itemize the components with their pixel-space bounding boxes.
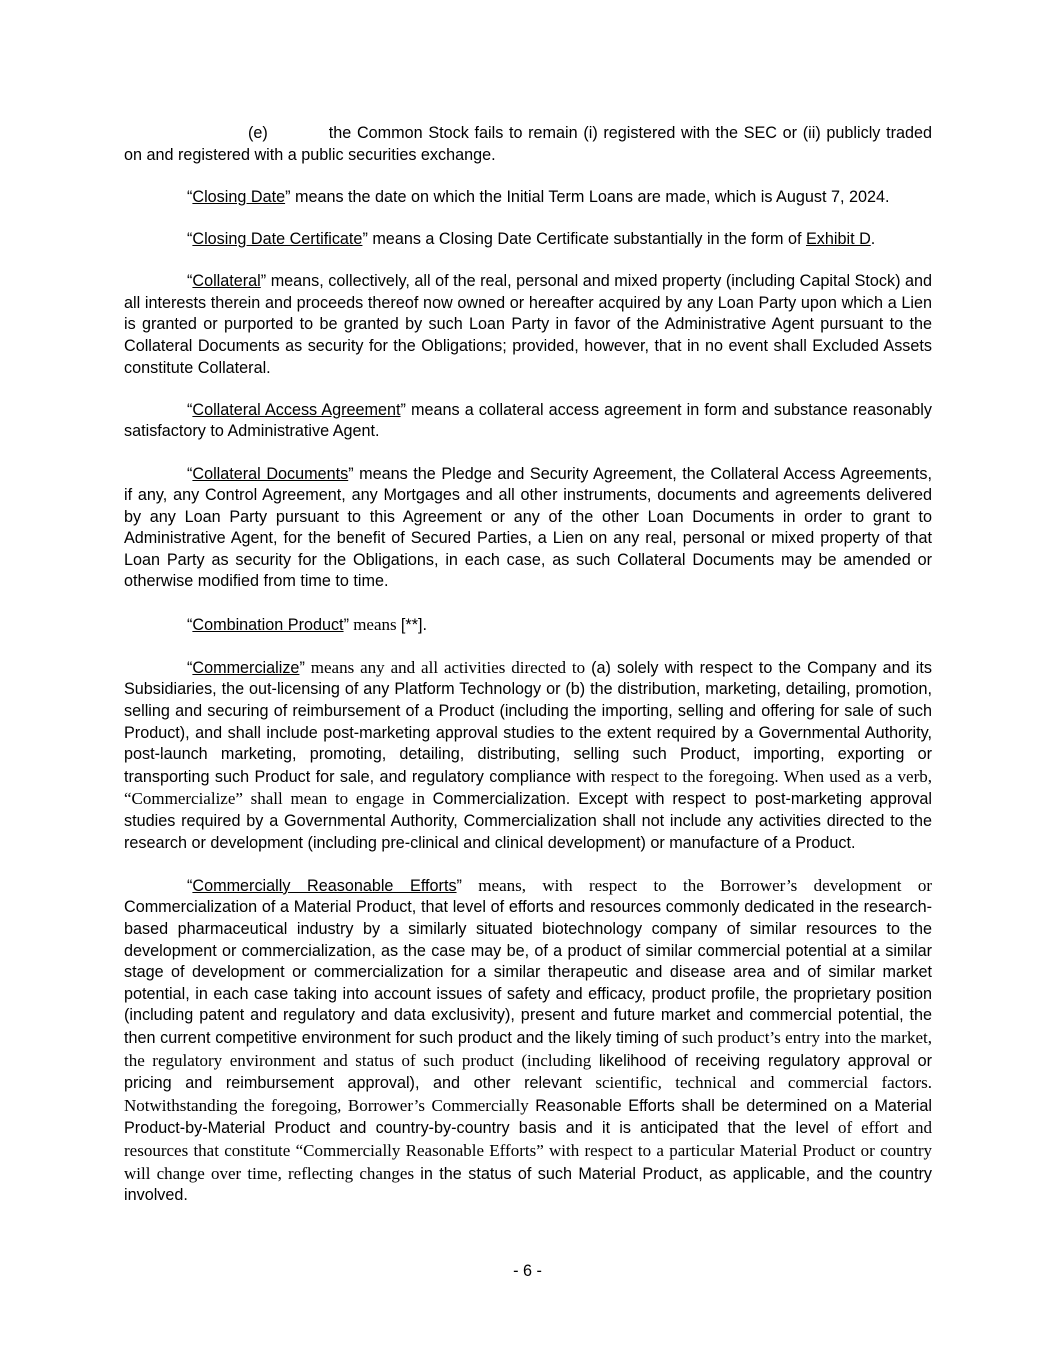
definition-combination-product: “Combination Product” means [**]. (187, 614, 427, 634)
definition-text: Commercialization of a Material Product, that level of efforts and resources commonly dedicated in the research-based pharmaceutical industry by a similarly situated biotechnology company of similar resources to the development or commercialization, as the case may be, of a product of similar commercial potential at a similar stage of development or commercialization for a similar therapeutic and disease area and of similar market potential, in each case taking into account issues of safety and efficacy, product profile, the proprietary position (including patent and regulatory and data exclusivity), present and future market and commercial potential, the then current competitive environment for such product and the likely timing of (124, 898, 932, 1047)
item-e-text: the Common Stock fails to remain (i) registered with the SEC or (ii) publicly traded on and registered with a public securities exchange. (124, 124, 932, 164)
page-number: - 6 - (513, 1262, 542, 1280)
definition-collateral-documents: “Collateral Documents” means the Pledge and Security Agreement, the Collateral Access Agreements, if any, any Control Agreement, any Mortgages and all other instruments, documents and agreements delivered by any Loan Party pursuant to this Agreement or any of the other Loan Documents in order to grant to Administrative Agent, for the benefit of Secured Parties, a Lien on any real, personal or mixed property of that Loan Party as security for the Obligations, in each case, as such Collateral Documents may be amended or otherwise modified from time to time. (124, 464, 932, 591)
definition-text: means, collectively, all of the real, personal and mixed property (including Capital Stock) and all interests therein and proceeds thereof now owned or hereafter acquired by any Loan Party upon which a Lien is granted or purported to be granted by such Loan Party in favor of the Administrative Agent pursuant to the Collateral Documents as security for the Obligations; provided, however, that in no event shall Excluded Assets constitute Collateral. (124, 272, 932, 377)
definition-commercially-reasonable-efforts: “Commercially Reasonable Efforts” means, with respect to the Borrower’s development or Commercialization of a Material Product, that level of efforts and resources commonly dedicated in the research-based pharmaceutical industry by a similarly situated biotechnology company of similar resources to the development or commercialization, as the case may be, of a product of similar commercial potential at a similar stage of development or commercialization for a similar therapeutic and disease area and of similar market potential, in each case taking into account issues of safety and efficacy, product profile, the proprietary position (including patent and regulatory and data exclusivity), present and future market and commercial potential, the then current competitive environment for such product and the likely timing of such product’s entry into the market, the regulatory environment and status of such product (including likelihood of receiving regulatory approval or pricing and reimbursement approval), and other relevant scientific, technical and commercial factors. Notwithstanding the foregoing, Borrower’s Commercially Reasonable Efforts shall be determined on a Material Product-by-Material Product and country-by-country basis and it is anticipated that the level of effort and resources that constitute “Commercially Reasonable Efforts” with respect to a particular Material Product or country will change over time, reflecting changes in the status of such Material Product, as applicable, and the country involved. (124, 875, 932, 1205)
definition-text: means the date on which the Initial Term Loans are made, which is August 7, 2024. (290, 187, 890, 206)
definition-text: likelihood of receiving regulatory approval or pricing and reimbursement approval), and other relevant (124, 1051, 932, 1093)
definition-closing-date: “Closing Date” means the date on which the Initial Term Loans are made, which is August 7, 2024. (187, 187, 890, 206)
definition-collateral-access-agreement: “Collateral Access Agreement” means a collateral access agreement in form and substance reasonably satisfactory to Administrative Agent. (124, 400, 932, 441)
defined-term: Combination Product (192, 615, 344, 634)
defined-term: Collateral Access Agreement (192, 400, 401, 419)
item-e-paragraph (124, 123, 932, 166)
definition-text: Reasonable Efforts shall be determined on a Material Product-by-Material Product and country-by-country basis and it is anticipated that the level (124, 1096, 932, 1138)
definition-text: means the Pledge and Security Agreement, the Collateral Access Agreements, if any, any Control Agreement, any Mortgages and all other instruments, documents and agreements delivered by any Loan Party pursuant to this Agreement or any of the other Loan Documents in order to grant to Administrative Agent, for the benefit of Secured Parties, a Lien on any real, personal or mixed property of that Loan Party as security for the Obligations, in each case, as such Collateral Documents may be amended or otherwise modified from time to time. (124, 464, 932, 591)
exhibit-reference: Exhibit D (806, 229, 871, 248)
document-page (124, 123, 932, 1227)
definition-text-serif: scientific, technical and commercial factors. Notwithstanding the foregoing, Borrower’s Commercially (124, 1073, 932, 1115)
defined-term: Collateral (192, 272, 261, 291)
definition-text: means a Closing Date Certificate substantially in the form of (367, 229, 806, 248)
definition-commercialize: “Commercialize” means any and all activities directed to (a) solely with respect to the Company and its Subsidiaries, the out-licensing of any Platform Technology or (b) the distribution, marketing, detailing, promotion, selling and securing of reimbursement of a Product (including the importing, selling and offering for sale of such Product), and shall include post-marketing approval studies to the extent required by a Governmental Authority, post-launch marketing, promoting, detailing, distributing, selling such Product, importing, exporting or transporting such Product for sale, and regulatory compliance with respect to the foregoing. When used as a verb, “Commercialize” shall mean to engage in Commercialization. Except with respect to post-marketing approval studies required by a Governmental Authority, Commercialization shall not include any activities directed to the research or development (including pre-clinical and clinical development) or manufacture of a Product. (124, 657, 932, 852)
definition-text-serif: means, with respect to the Borrower’s development or (461, 875, 932, 895)
definition-text-serif: means (348, 614, 401, 634)
definition-closing-date-certificate: “Closing Date Certificate” means a Closing Date Certificate substantially in the form of Exhibit D. (187, 229, 876, 248)
definition-end: . (870, 229, 876, 248)
definition-text: (a) solely with respect to the Company and its Subsidiaries, the out-licensing of any Platform Technology or (b) the distribution, marketing, detailing, promotion, selling and securing of reimbursement of a Product (including the importing, selling and offering for sale of such Product), and shall include post-marketing approval studies to the extent required by a Governmental Authority, post-launch marketing, promoting, detailing, distributing, selling such Product, importing, exporting or transporting such Product for sale, and regulatory compliance with (124, 658, 932, 786)
definition-text: [**]. (400, 615, 427, 634)
definition-collateral: “Collateral” means, collectively, all of the real, personal and mixed property (including Capital Stock) and all interests therein and proceeds thereof now owned or hereafter acquired by any Loan Party upon which a Lien is granted or purported to be granted by such Loan Party in favor of the Administrative Agent pursuant to the Collateral Documents as security for the Obligations; provided, however, that in no event shall Excluded Assets constitute Collateral. (124, 272, 932, 377)
definition-text: in the status of such Material Product, as applicable, and the country involved. (124, 1164, 932, 1205)
definition-text-serif: of effort and resources that constitute “Commercially Reasonable Efforts” with respect to a particular Material Product or country will change over time, reflecting changes (124, 1118, 932, 1183)
definition-text: Commercialization. Except with respect to post-marketing approval studies required by a Governmental Authority, Commercialization shall not include any activities directed to the research or development (including pre-clinical and clinical development) or manufacture of a Product. (124, 790, 932, 852)
defined-term: Closing Date Certificate (192, 229, 363, 248)
definition-text-serif: such product’s entry into the market, the regulatory environment and status of such product (including (124, 1027, 932, 1070)
defined-term: Commercially Reasonable Efforts (192, 876, 457, 895)
defined-term: Commercialize (192, 658, 300, 677)
defined-term: Collateral Documents (192, 464, 349, 483)
definition-text-serif: means any and all activities directed to (304, 657, 592, 677)
item-e-label: (e) (248, 124, 268, 142)
defined-term: Closing Date (192, 187, 286, 206)
definition-text: means a collateral access agreement in form and substance reasonably satisfactory to Administrative Agent. (124, 400, 932, 441)
definition-text-serif: respect to the foregoing. When used as a verb, “Commercialize” shall mean to engage in (124, 766, 932, 809)
